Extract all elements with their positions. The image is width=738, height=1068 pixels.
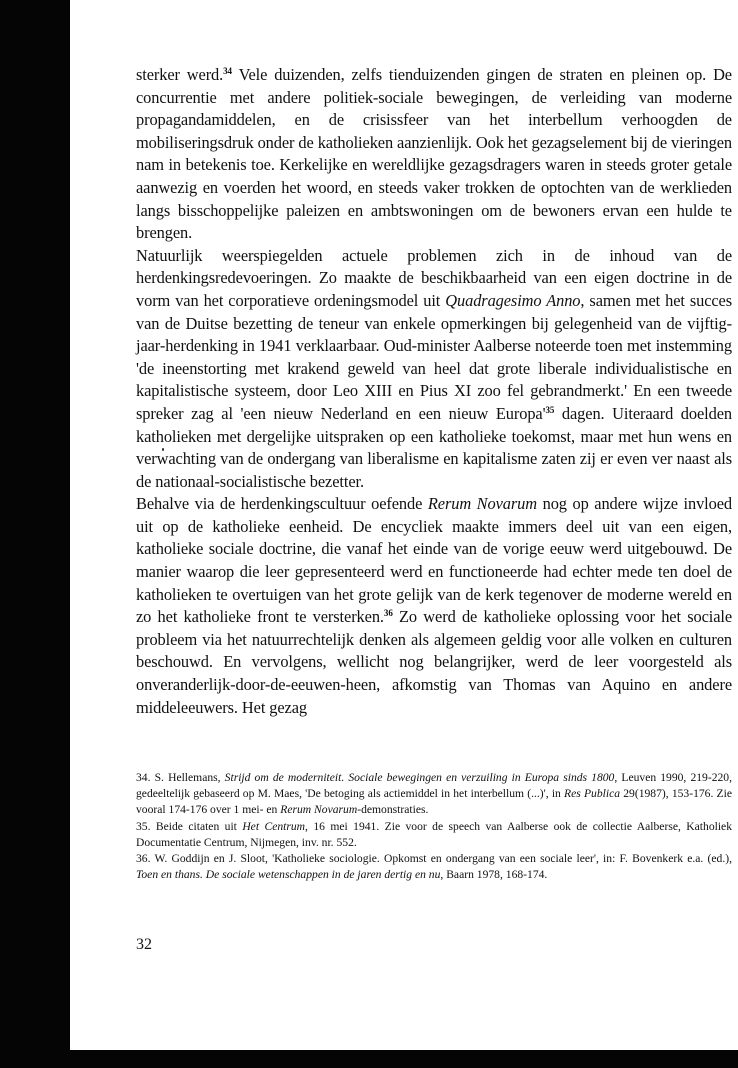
text-run: Natuurlijk weerspiegelden actuele problemen zich in de inhoud van de herdenkingsredevoeringen. Zo maakte de beschikbaarheid van een eigen doctrine in de vorm van het corporatieve ordeningsmodel uit <box>136 245 732 310</box>
footnote-34 <box>136 770 732 819</box>
italic-title: Het Centrum <box>242 819 306 833</box>
page-number: 32 <box>136 936 152 953</box>
italic-title: Strijd om de moderniteit. Sociale bewegingen en verzuiling in Europa sinds 1800 <box>224 771 615 784</box>
footnote-ref-36: 36 <box>383 608 393 619</box>
footnote-ref-35: 35 <box>545 404 555 415</box>
paragraph-2 <box>136 245 732 494</box>
text-run: Zo werd de katholieke oplossing voor het sociale probleem via het natuurrechtelijk denken als algemeen geldig voor alle volken en culturen beschouwd. En vervolgens, wellicht nog belangrijker, werd de leer voorgesteld als onveranderlijk-door-de-eeuwen-heen, afkomstig van Thomas van Aquino en andere middeleeuwers. Het gezag <box>136 607 733 717</box>
italic-title: Rerum Novarum <box>427 494 537 514</box>
paragraph-3 <box>136 493 732 719</box>
italic-title: Quadragesimo Anno <box>445 290 581 310</box>
footnotes <box>136 770 732 883</box>
text-run: 34. S. Hellemans, <box>136 771 225 784</box>
text-run: -demonstraties. <box>357 803 429 817</box>
italic-title: Res Publica <box>564 787 621 801</box>
footnote-ref-34: 34 <box>223 66 232 76</box>
text-run: 35. Beide citaten uit <box>136 819 243 833</box>
text-run: sterker werd. <box>136 65 224 84</box>
text-run: dagen. Uiteraard doelden katholieken met dergelijke uitspraken op een katholieke toekomst, maar met hun wens en verwachting van de ondergang van liberalisme en kapitalisme zaten zij er even ver naast als de nationaal-socialistische bezetter. <box>136 403 732 491</box>
italic-title: Toen en thans. De sociale wetenschappen in de jaren dertig en nu <box>136 868 441 882</box>
text-run: , Leuven 1990, 219-220, gedeeltelijk gebaseerd op M. Maes, 'De betoging als actiemiddel in het interbellum (...)', in <box>136 771 732 801</box>
scan-border-left <box>0 0 70 1068</box>
paragraph-1 <box>136 64 732 245</box>
text-run: 29(1987), 153-176. Zie vooral 174-176 over 1 mei- en <box>136 787 732 817</box>
footnote-36 <box>136 851 732 883</box>
text-run: , Baarn 1978, 168-174. <box>440 868 548 882</box>
italic-title: Rerum Novarum <box>280 803 358 817</box>
text-run: , samen met het succes van de Duitse bezetting de teneur van enkele opmerkingen bij gelegenheid van de vijftig-jaar-herdenking in 1941 verklaarbaar. Oud-minister Aalberse noteerde toen met instemming 'de ineenstorting met krakend geweld van heel dat grote liberale individualistische en kapitalistische systeem, door Leo XIII en Pius XI zoo fel gebrandmerkt.' En een tweede spreker zag al 'een nieuw Nederland en een nieuw Europa' <box>136 290 733 423</box>
scan-border-bottom <box>0 1050 738 1068</box>
text-run: nog op andere wijze invloed uit op de katholieke eenheid. De encycliek maakte immers deel uit van een eigen, katholieke sociale doctrine, die vanaf het einde van de vorige eeuw werd uitgebouwd. De manier waarop die leer gepresenteerd werd en functioneerde had echter mede ten doel de katholieken te overtuigen van het grote gelijk van de kerk tegenover de moderne wereld en zo het katholieke front te versterken. <box>136 494 732 627</box>
text-run: Behalve via de herdenkingscultuur oefende <box>136 494 428 514</box>
text-run: Vele duizenden, zelfs tienduizenden gingen de straten en pleinen op. De concurrentie met andere politiek-sociale bewegingen, de verleiding van moderne propagandamiddelen, en de crisissfeer van het interbellum verhoogden de mobiliseringsdruk onder de katholieken aanzienlijk. Ook het gezagselement bij de vieringen nam in betekenis toe. Kerkelijke en wereldlijke gezagsdragers waren in steeds groter getale aanwezig en voerden het woord, en steeds vaker trokken de optochten van de werklieden langs bisschoppelijke paleizen en ambtswoningen om de bewoners ervan een hulde te brengen. <box>136 65 732 243</box>
document-page <box>70 0 738 1050</box>
body-text <box>136 64 732 719</box>
text-run: 36. W. Goddijn en J. Sloot, 'Katholieke sociologie. Opkomst en ondergang van een sociale leer', in: F. Bovenkerk e.a. (ed.), <box>136 852 732 866</box>
text-run: , 16 mei 1941. Zie voor de speech van Aalberse ook de collectie Aalberse, Katholiek Documentatie Centrum, Nijmegen, inv. nr. 552. <box>136 819 733 849</box>
footnote-35 <box>136 819 732 851</box>
